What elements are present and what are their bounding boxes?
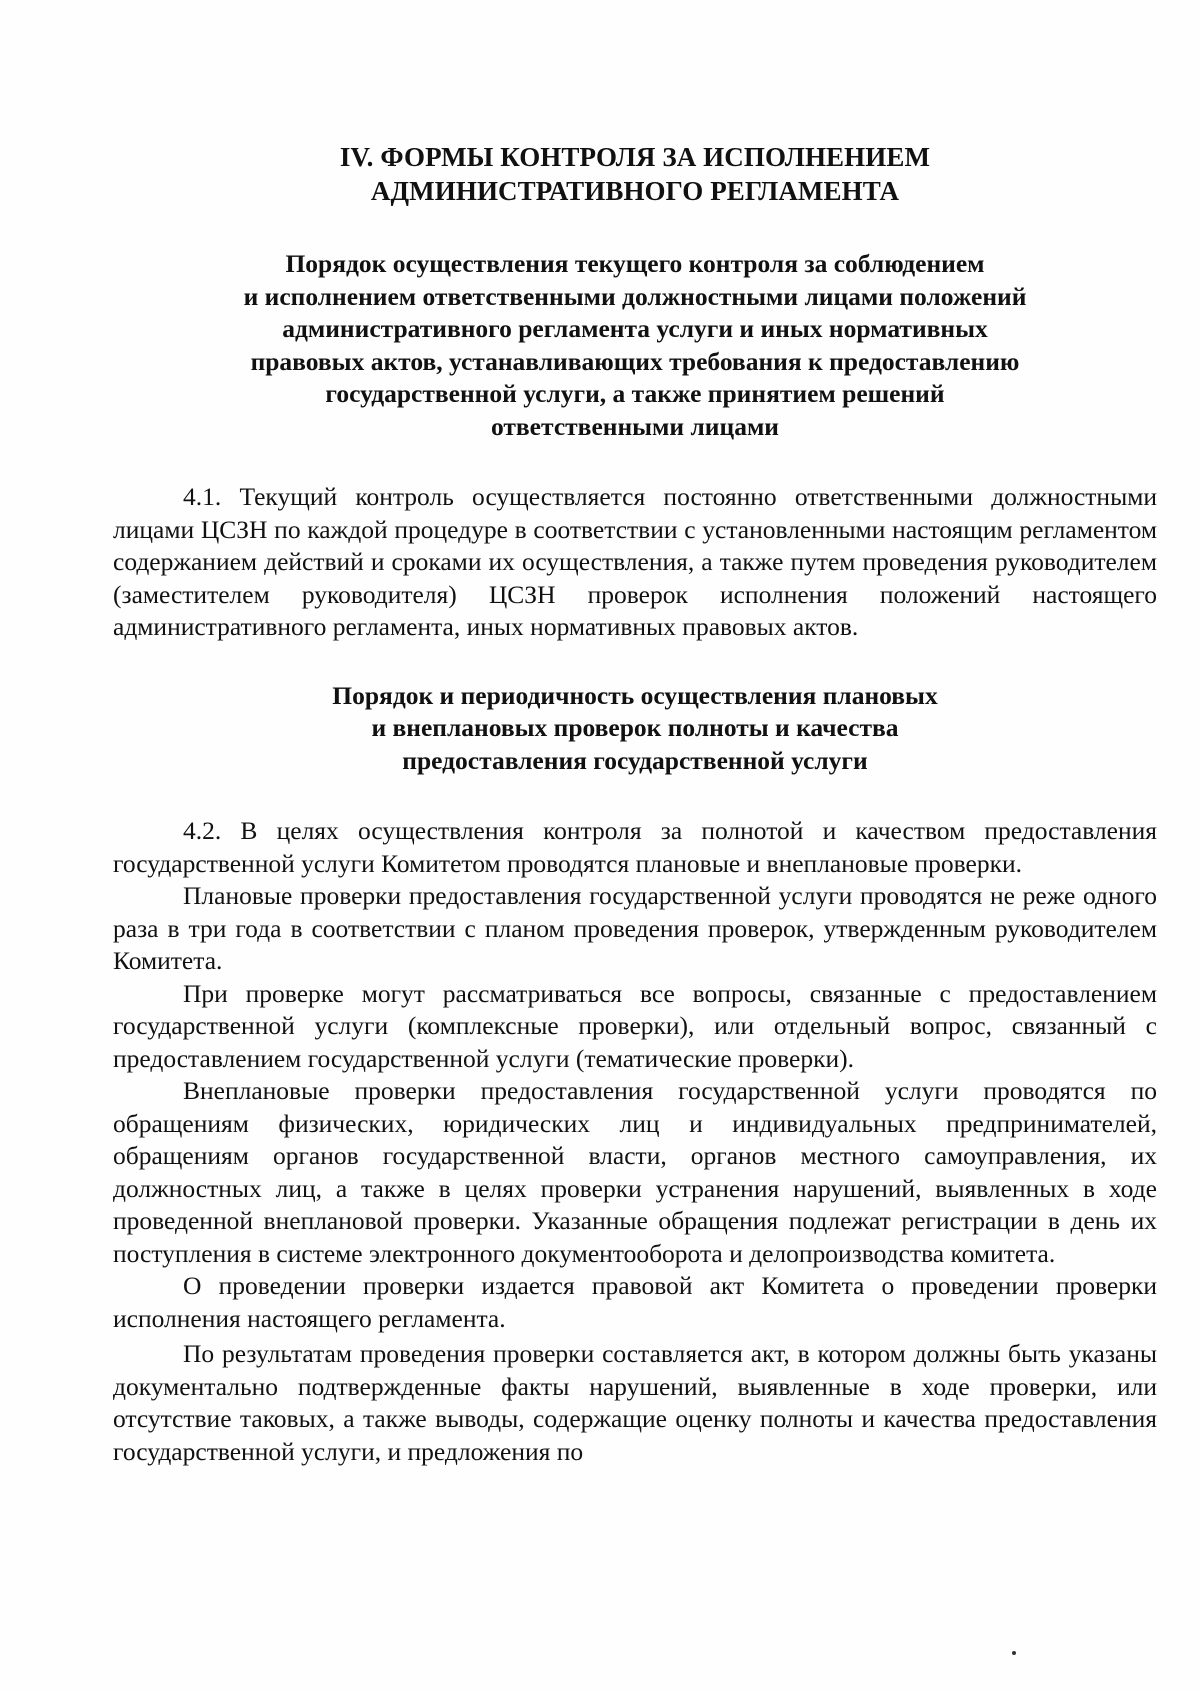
document-body (113, 140, 1157, 1468)
paragraph-inspection-results: По результатам проведения проверки составляется акт, в котором должны быть указаны документально подтвержденные факты нарушений, выявленные в ходе проверки, или отсутствие таковых, а также выводы, содержащие оценку полноты и качества предоставления государственной услуги, и предложения по (113, 1339, 1157, 1466)
scan-speck (1012, 1651, 1016, 1655)
paragraph-unplanned-inspections: Внеплановые проверки предоставления государственной услуги проводятся по обращениям физических, юридических лиц и индивидуальных предпринимателей, обращениям органов государственной власти, органов местного самоуправления, их должностных лиц, а также в целях проверки устранения нарушений, выявленных в ходе проведенной внеплановой проверки. Указанные обращения подлежат регистрации в день их поступления в системе электронного документооборота и делопроизводства комитета. (113, 1076, 1157, 1268)
paragraph-inspection-scope: При проверке могут рассматриваться все вопросы, связанные с предоставлением государственной услуги (комплексные проверки), или отдельный вопрос, связанный с предоставлением государственной услуги (тематические проверки). (113, 978, 1157, 1073)
paragraph-4-2: 4.2. В целях осуществления контроля за полнотой и качеством предоставления государственной услуги Комитетом проводятся плановые и внеплановые проверки. (113, 816, 1157, 878)
paragraph-inspection-act: О проведении проверки издается правовой акт Комитета о проведении проверки исполнения настоящего регламента. (113, 1271, 1157, 1333)
paragraph-planned-inspections: Плановые проверки предоставления государственной услуги проводятся не реже одного раза в три года в соответствии с планом проведения проверок, утвержденным руководителем Комитета. (113, 881, 1157, 975)
subsection-heading-current-control: Порядок осуществления текущего контроля за соблюдением и исполнением ответственными должностными лицами положений административного регламента услуги и иных нормативных правовых актов, устанавливающих требования к предоставлению государственной услуги, а также принятием решений ответственными лицами (243, 249, 1027, 441)
subsection-heading-inspections: Порядок и периодичность осуществления плановых и внеплановых проверок полноты и качества предоставления государственной услуги (332, 680, 938, 775)
section-heading: IV. ФОРМЫ КОНТРОЛЯ ЗА ИСПОЛНЕНИЕМ АДМИНИСТРАТИВНОГО РЕГЛАМЕНТА (339, 142, 931, 206)
paragraph-4-1: 4.1. Текущий контроль осуществляется постоянно ответственными должностными лицами ЦСЗН по каждой процедуре в соответствии с установленными настоящим регламентом содержанием действий и сроками их осуществления, а также путем проведения руководителем (заместителем руководителя) ЦСЗН проверок исполнения положений настоящего административного регламента, иных нормативных правовых актов. (113, 482, 1157, 641)
